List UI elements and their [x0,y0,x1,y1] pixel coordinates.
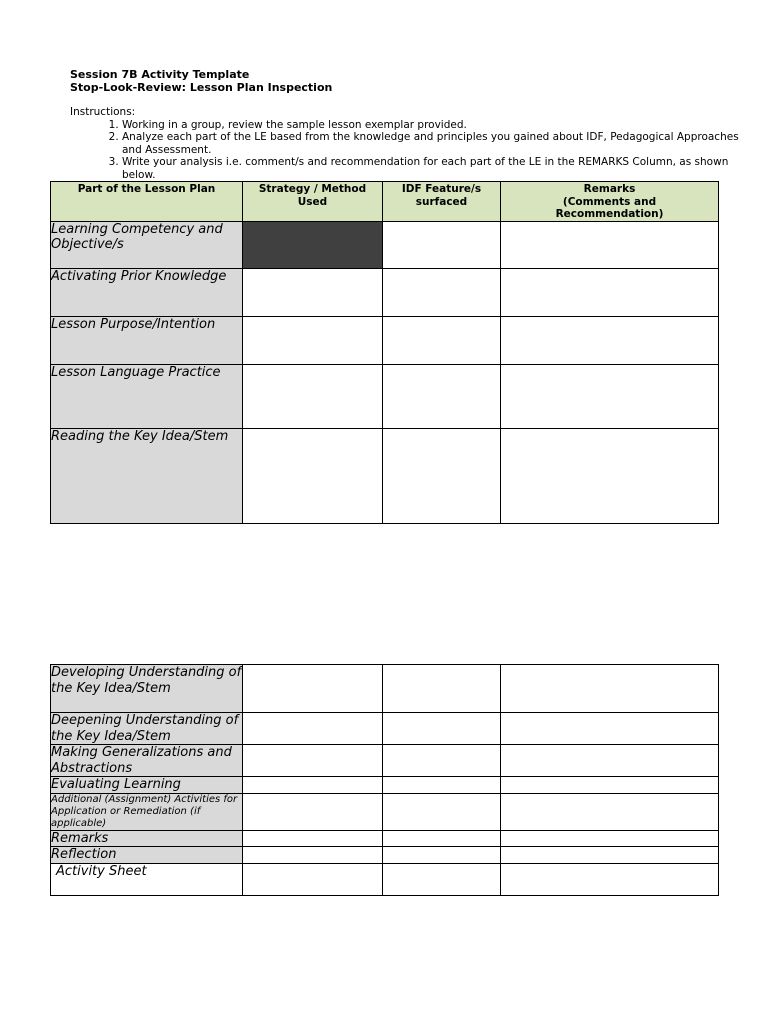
table-row [51,364,719,428]
instructions-label: Instructions: [70,106,136,118]
remarks-cell[interactable] [501,713,719,745]
instruction-item: 1. Working in a group, review the sample lesson exemplar provided. [122,119,752,132]
strategy-cell[interactable] [243,793,383,830]
lesson-plan-table-page1 [50,181,719,524]
strategy-cell[interactable] [243,364,383,428]
row-label: Deepening Understanding of the Key Idea/Stem [51,713,243,745]
column-header-idf: IDF Feature/s surfaced [383,182,501,222]
row-label: Lesson Purpose/Intention [51,316,243,364]
table-row [51,745,719,777]
strategy-cell[interactable] [243,777,383,794]
table-row [51,221,719,268]
remarks-cell[interactable] [501,793,719,830]
row-label: Reading the Key Idea/Stem [51,428,243,523]
remarks-cell[interactable] [501,221,719,268]
table-row [51,316,719,364]
table-row [51,847,719,864]
document-header [70,68,332,94]
column-header-strategy: Strategy / Method Used [243,182,383,222]
table-row [51,793,719,830]
row-label: Remarks [51,830,243,847]
strategy-cell[interactable] [243,316,383,364]
row-label: Developing Understanding of the Key Idea/Stem [51,665,243,713]
row-label: Activating Prior Knowledge [51,268,243,316]
remarks-cell[interactable] [501,316,719,364]
remarks-cell[interactable] [501,830,719,847]
row-label: Lesson Language Practice [51,364,243,428]
idf-cell[interactable] [383,268,501,316]
row-label: Learning Competency and Objective/s [51,221,243,268]
remarks-cell[interactable] [501,863,719,895]
idf-cell[interactable] [383,777,501,794]
strategy-cell[interactable] [243,830,383,847]
row-label: Additional (Assignment) Activities for Application or Remediation (if applicable) [51,793,243,830]
remarks-cell[interactable] [501,428,719,523]
strategy-cell[interactable] [243,713,383,745]
idf-cell[interactable] [383,713,501,745]
strategy-cell-shaded [243,221,383,268]
table-row [51,777,719,794]
idf-cell[interactable] [383,847,501,864]
idf-cell[interactable] [383,316,501,364]
remarks-cell[interactable] [501,364,719,428]
instructions-list [70,119,752,182]
column-header-remarks: Remarks (Comments and Recommendation) [501,182,719,222]
table-row [51,863,719,895]
strategy-cell[interactable] [243,665,383,713]
strategy-cell[interactable] [243,268,383,316]
strategy-cell[interactable] [243,745,383,777]
table-row [51,713,719,745]
row-label: Making Generalizations and Abstractions [51,745,243,777]
row-label: Evaluating Learning [51,777,243,794]
strategy-cell[interactable] [243,863,383,895]
table-row [51,830,719,847]
idf-cell[interactable] [383,665,501,713]
idf-cell[interactable] [383,745,501,777]
row-label: Activity Sheet [51,863,243,895]
instructions [70,106,752,181]
table-row [51,428,719,523]
table-row [51,665,719,713]
table-header-row [51,182,719,222]
remarks-cell[interactable] [501,268,719,316]
remarks-cell[interactable] [501,745,719,777]
idf-cell[interactable] [383,221,501,268]
document-subtitle: Stop-Look-Review: Lesson Plan Inspection [70,81,333,94]
remarks-cell[interactable] [501,847,719,864]
strategy-cell[interactable] [243,847,383,864]
idf-cell[interactable] [383,364,501,428]
idf-cell[interactable] [383,793,501,830]
row-label: Reflection [51,847,243,864]
table-row [51,268,719,316]
idf-cell[interactable] [383,830,501,847]
idf-cell[interactable] [383,863,501,895]
remarks-cell[interactable] [501,777,719,794]
column-header-part: Part of the Lesson Plan [51,182,243,222]
instruction-item: 3. Write your analysis i.e. comment/s and recommendation for each part of the LE in the REMARKS Column, as shown below. [122,156,752,181]
lesson-plan-table-page2 [50,664,719,896]
document-title: Session 7B Activity Template [70,68,250,81]
strategy-cell[interactable] [243,428,383,523]
remarks-cell[interactable] [501,665,719,713]
idf-cell[interactable] [383,428,501,523]
instruction-item: 2. Analyze each part of the LE based from the knowledge and principles you gained about IDF, Pedagogical Approaches and Assessment. [122,131,752,156]
